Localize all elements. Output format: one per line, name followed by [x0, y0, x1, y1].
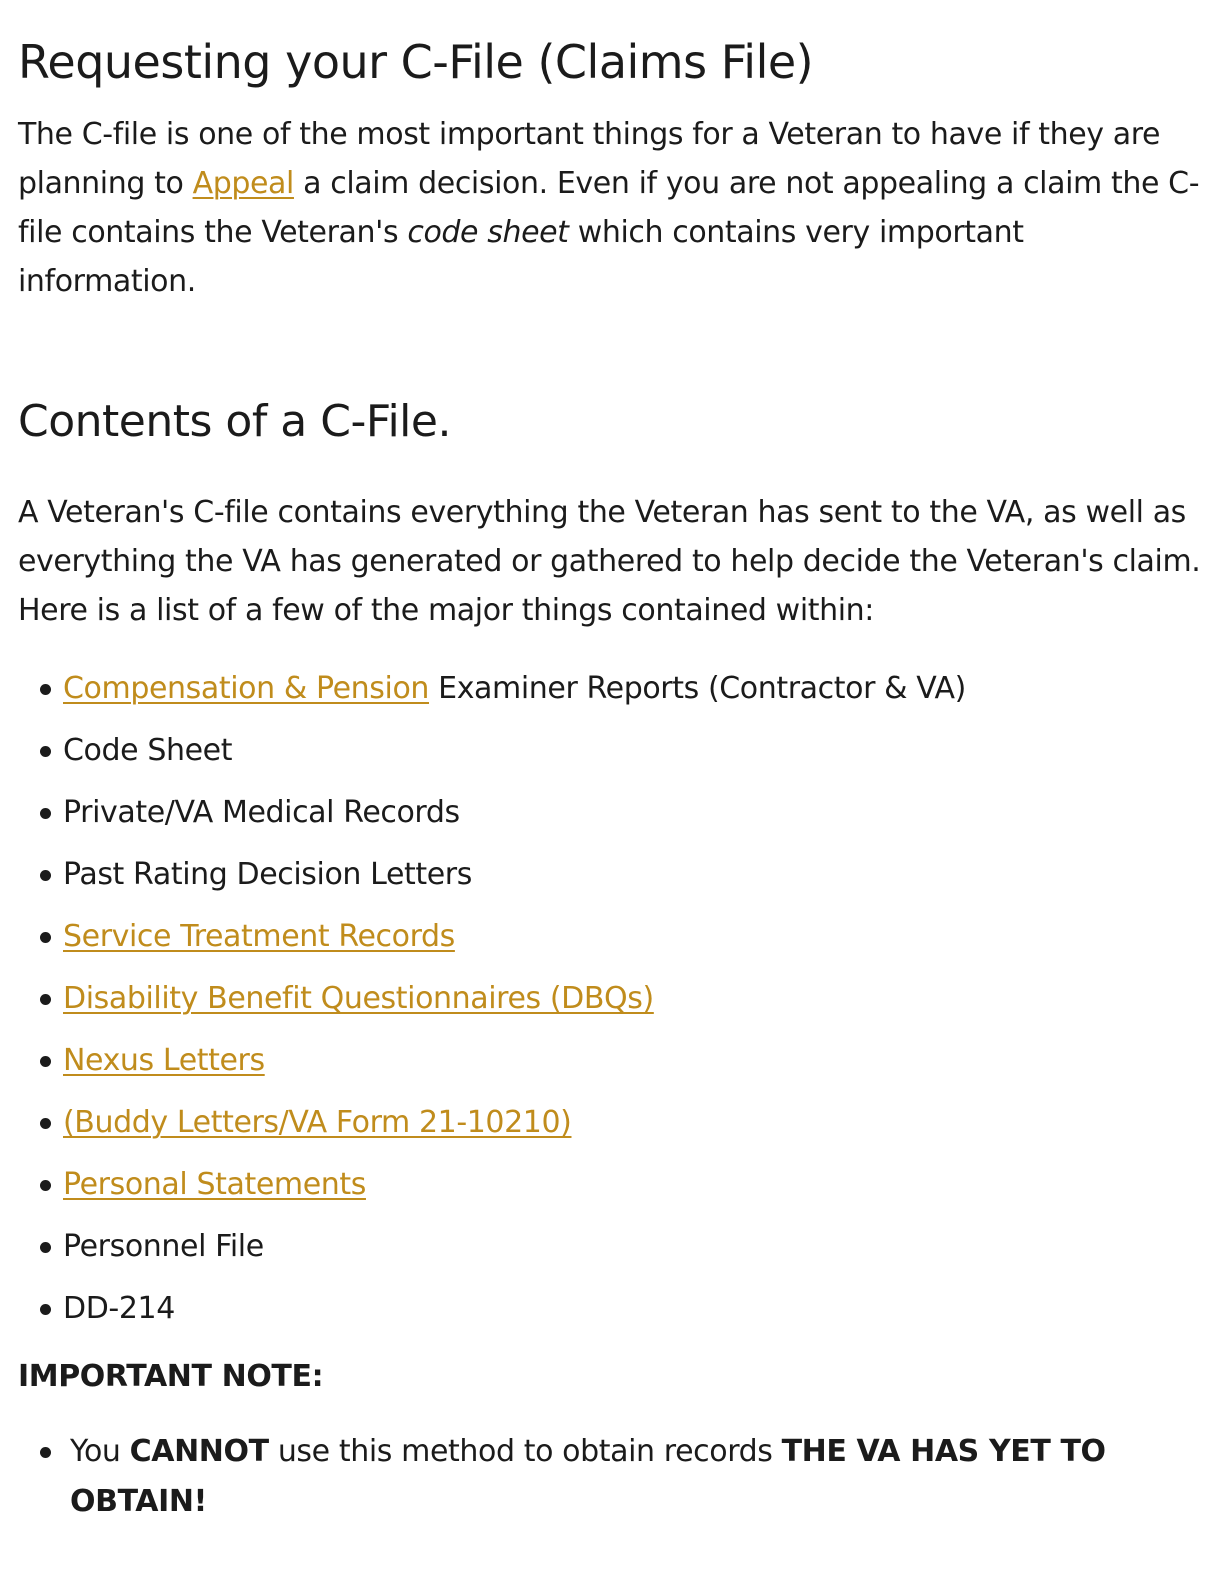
dbq-link[interactable]: Disability Benefit Questionnaires (DBQs) — [63, 981, 654, 1016]
list-item-text: Code Sheet — [63, 733, 233, 768]
bullet-icon — [40, 932, 51, 943]
note-item — [18, 1427, 1203, 1527]
bullet-icon — [40, 1056, 51, 1067]
list-item-text: Personnel File — [63, 1229, 264, 1264]
bullet-icon — [40, 994, 51, 1005]
bullet-icon — [40, 1180, 51, 1191]
list-item — [18, 1216, 1203, 1278]
important-note-heading: IMPORTANT NOTE: — [18, 1359, 324, 1394]
list-item-text: Past Rating Decision Letters — [63, 857, 472, 892]
list-item-text: Private/VA Medical Records — [63, 795, 460, 830]
list-item — [18, 906, 1203, 968]
note-text-2: use this method to obtain records — [268, 1434, 782, 1469]
list-item — [18, 1278, 1203, 1340]
bullet-icon — [40, 870, 51, 881]
buddy-letters-link[interactable]: (Buddy Letters/VA Form 21-10210) — [63, 1105, 572, 1140]
personal-statements-link[interactable]: Personal Statements — [63, 1167, 366, 1202]
note-bold-warning: THE VA HAS YET TO OBTAIN! — [70, 1434, 1106, 1519]
list-item — [18, 844, 1203, 906]
list-item — [18, 1154, 1203, 1216]
appeal-link[interactable]: Appeal — [192, 166, 294, 201]
code-sheet-emphasis: code sheet — [407, 215, 569, 250]
note-list — [18, 1427, 1203, 1527]
nexus-letters-link[interactable]: Nexus Letters — [63, 1043, 265, 1078]
bullet-icon — [40, 1304, 51, 1315]
service-treatment-records-link[interactable]: Service Treatment Records — [63, 919, 455, 954]
list-item — [18, 782, 1203, 844]
list-item — [18, 968, 1203, 1030]
contents-list — [18, 658, 1203, 1340]
list-item — [18, 1030, 1203, 1092]
note-text-1: You — [70, 1434, 130, 1469]
list-item — [18, 720, 1203, 782]
intro-text-1: The C-file is one of the most important things for a Veteran to have if they are planning to — [18, 117, 1161, 201]
article — [0, 34, 1221, 1527]
list-item-text: Examiner Reports (Contractor & VA) — [429, 671, 966, 706]
list-item-text: DD-214 — [63, 1291, 175, 1326]
bullet-icon — [40, 808, 51, 819]
list-item — [18, 1092, 1203, 1154]
note-bold-cannot: CANNOT — [129, 1434, 269, 1469]
contents-heading: Contents of a C-File. — [18, 396, 451, 447]
bullet-icon — [40, 684, 51, 695]
bullet-icon — [40, 1118, 51, 1129]
bullet-icon — [40, 1447, 51, 1458]
bullet-icon — [40, 746, 51, 757]
intro-paragraph — [18, 110, 1203, 306]
page-title: Requesting your C-File (Claims File) — [18, 35, 814, 89]
contents-paragraph: A Veteran's C-file contains everything the Veteran has sent to the VA, as well as everything the VA has generated or gathered to help decide the Veteran's claim. Here is a list of a few of the major things contained within: — [18, 495, 1201, 628]
bullet-icon — [40, 1242, 51, 1253]
list-item — [18, 658, 1203, 720]
intro-text-3: which contains very important information. — [18, 215, 1024, 299]
intro-text-2: a claim decision. Even if you are not appealing a claim the C-file contains the Veteran's — [18, 166, 1200, 250]
compensation-pension-link[interactable]: Compensation & Pension — [63, 671, 430, 706]
